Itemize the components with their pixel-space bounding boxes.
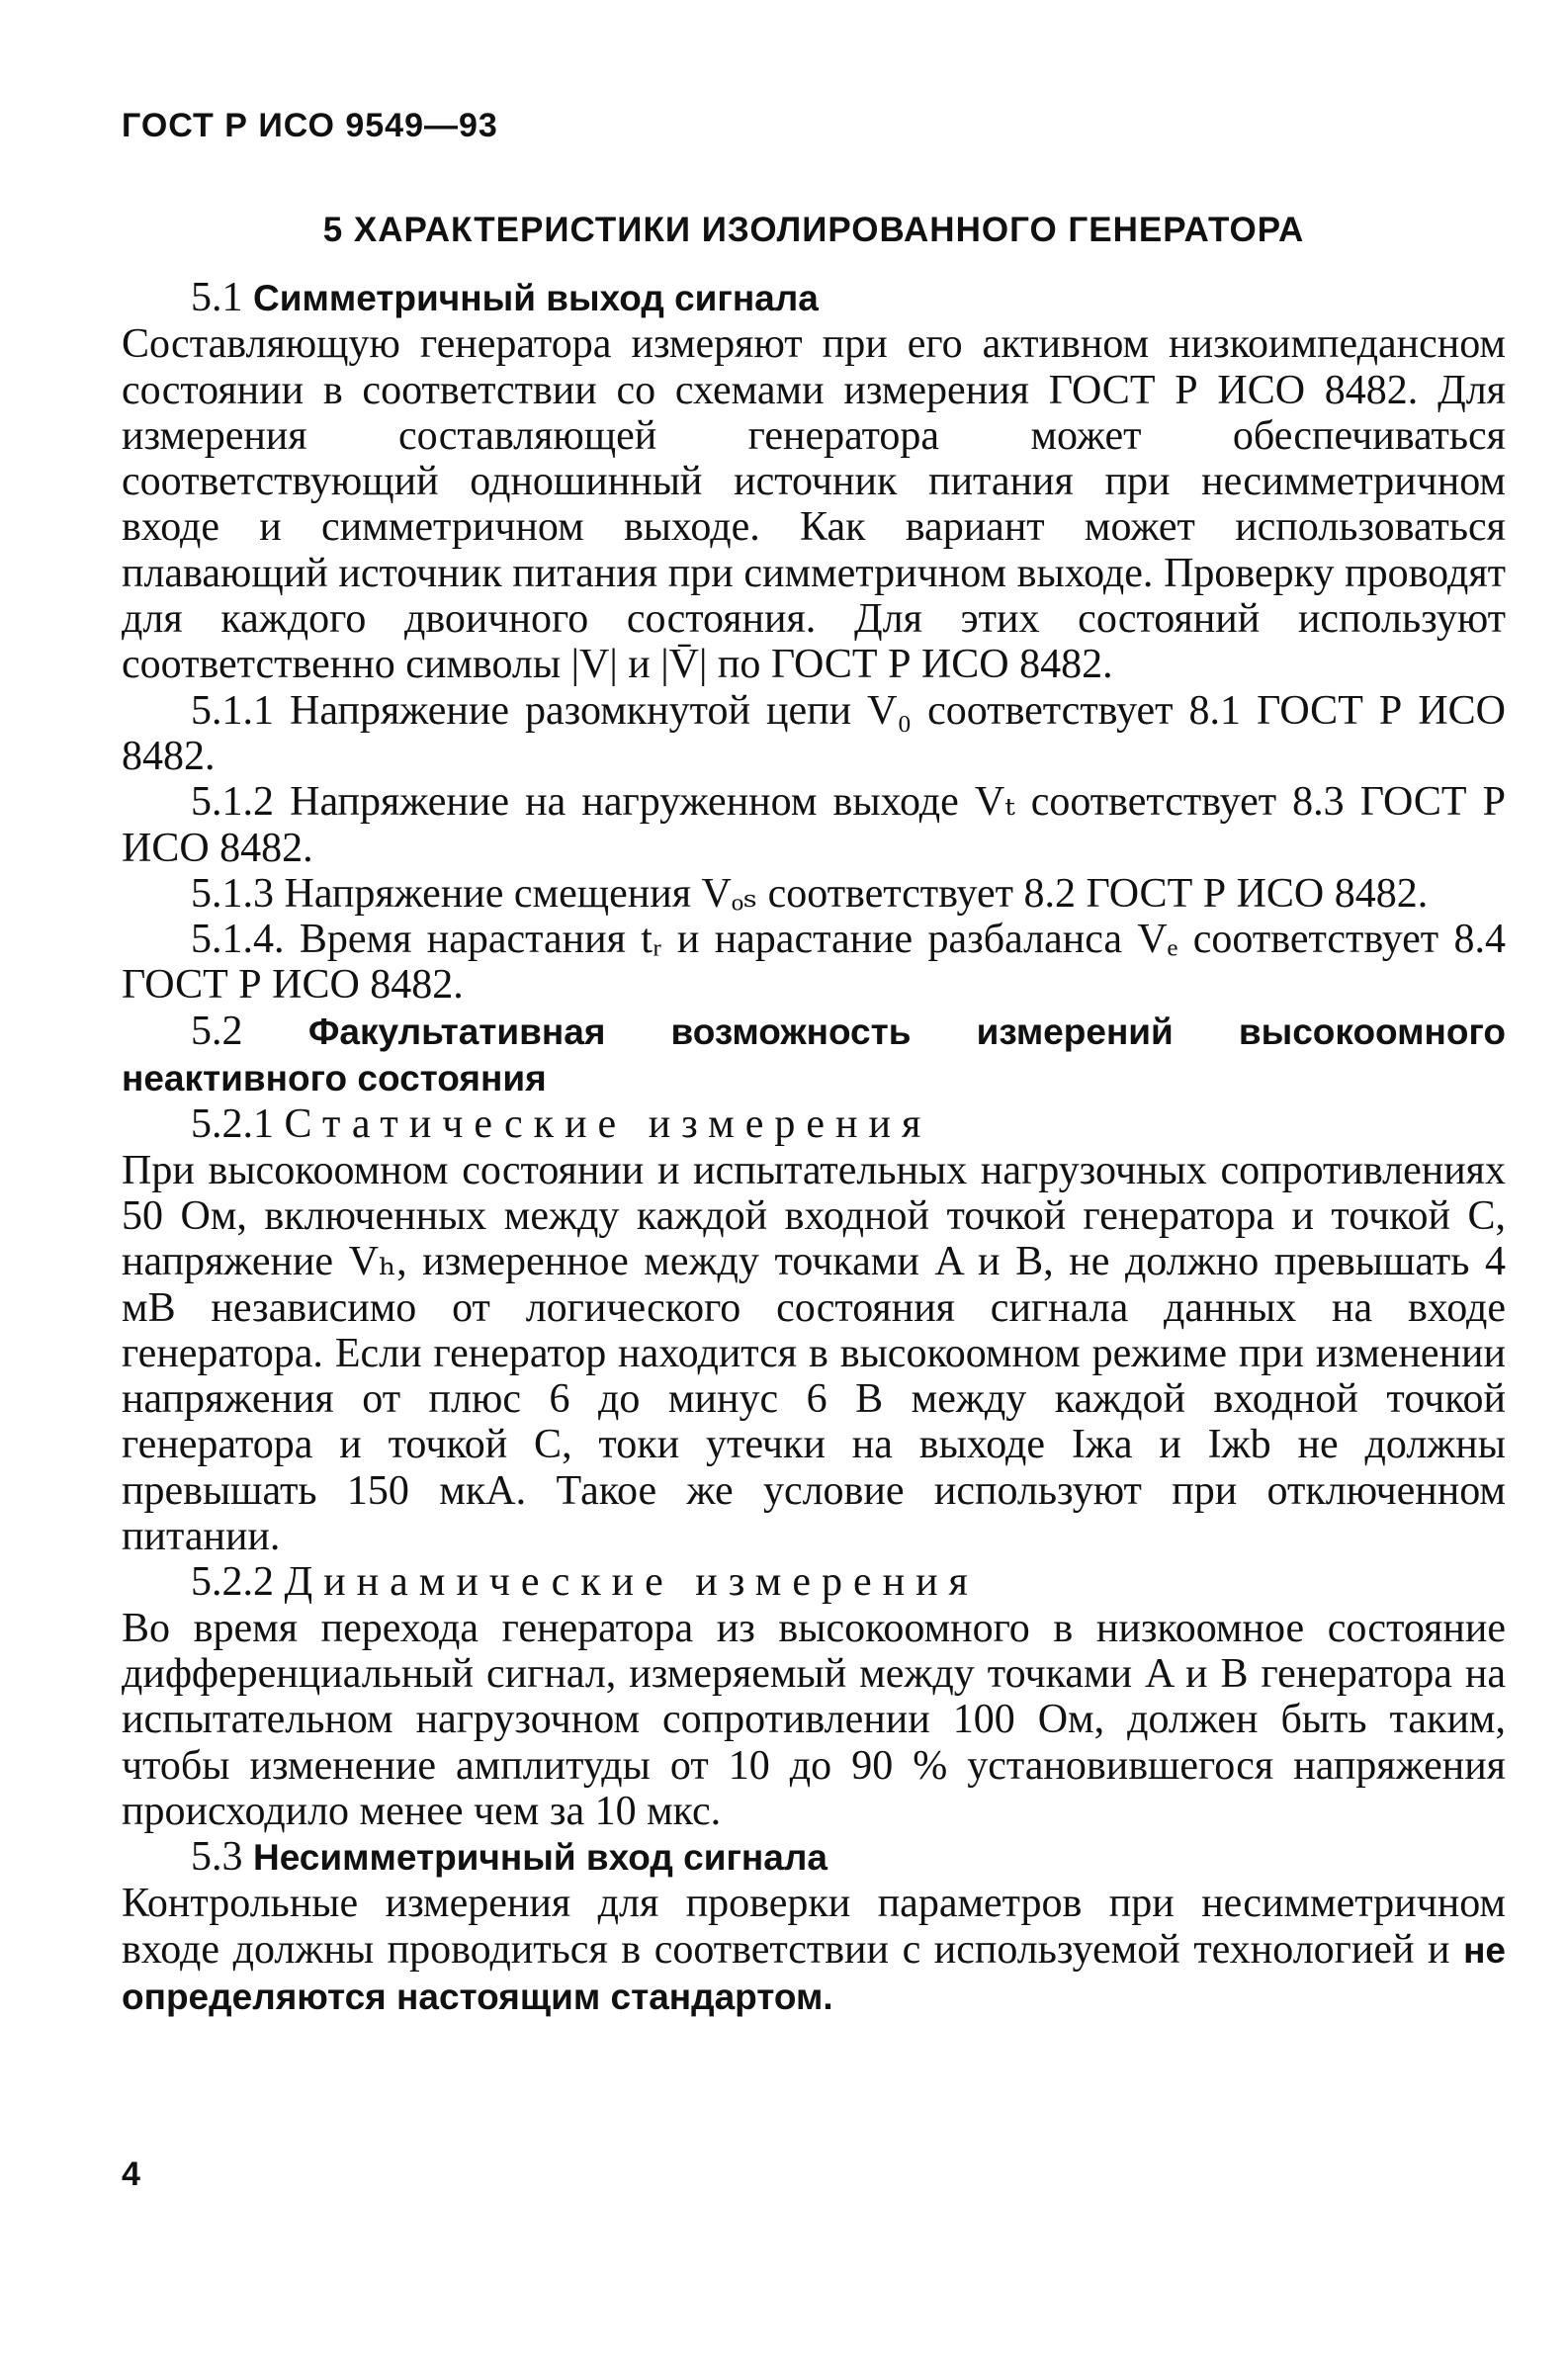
heading-5-2-1-number: 5.2.1	[191, 1101, 274, 1148]
paragraph-5-3	[122, 1881, 1506, 2020]
heading-5-2	[122, 1009, 1506, 1102]
heading-5-3-title: Несимметричный вход сигнала	[253, 1837, 828, 1879]
heading-5-2-title: Факультативная возможность измерений высокоомного неактивного состояния	[122, 1011, 1506, 1099]
heading-5-2-2-title: Динамические измерения	[284, 1559, 979, 1606]
heading-5-2-2-number: 5.2.2	[191, 1559, 274, 1606]
paragraph-5-3-bold: не определяются настоящим стандартом.	[122, 1929, 1506, 2017]
heading-5-2-1	[122, 1101, 1506, 1147]
clause-5-1-3: 5.1.3 Напряжение смещения Vₒₛ соответствует 8.2 ГОСТ Р ИСО 8482.	[191, 870, 1429, 917]
heading-5-2-number: 5.2	[191, 1008, 243, 1054]
heading-5-3	[122, 1834, 1506, 1881]
paragraph-5-1: Составляющую генератора измеряют при его активном низкоимпедансном состоянии в соответствии со схемами измерения ГОСТ Р ИСО 8482. Для измерения составляющей генератора может обеспечиваться соответствующий одношинный источник питания при несимметричном входе и симметричном выходе. Как вариант может использоваться плавающий источник питания при симметричном выходе. Проверку проводят для каждого двоичного состояния. Для этих состояний используют соответственно символы |V| и |V̄| по ГОСТ Р ИСО 8482.	[122, 321, 1506, 688]
section-title: 5 ХАРАКТЕРИСТИКИ ИЗОЛИРОВАННОГО ГЕНЕРАТОРА	[322, 211, 1305, 249]
heading-5-1	[122, 275, 1506, 321]
heading-5-1-title: Симметричный выход сигнала	[253, 278, 819, 318]
clause-5-1-4: 5.1.4. Время нарастания tᵣ и нарастание разбаланса Vₑ соответствует 8.4 ГОСТ Р ИСО 8482.	[122, 917, 1506, 1009]
document-body	[122, 208, 1506, 2020]
page-number: 4	[122, 2155, 140, 2193]
clause-5-1-1: 5.1.1 Напряжение разомкнутой цепи V₀ соответствует 8.1 ГОСТ Р ИСО 8482.	[122, 687, 1506, 779]
heading-5-2-1-title: Статические измерения	[284, 1101, 932, 1148]
heading-5-3-number: 5.3	[191, 1834, 243, 1881]
heading-5-2-2	[122, 1559, 1506, 1605]
paragraph-5-2-2: Во время перехода генератора из высокоомного в низкоомное состояние дифференциальный сигнал, измеряемый между точками A и B генератора на испытательном нагрузочном сопротивлении 100 Ом, должен быть таким, чтобы изменение амплитуды от 10 до 90 % установившегося напряжения происходило менее чем за 10 мкс.	[122, 1605, 1506, 1834]
paragraph-5-3-regular: Контрольные измерения для проверки параметров при несимметричном входе должны проводиться в соответствии с используемой технологией и	[122, 1881, 1506, 1973]
paragraph-5-2-1: При высокоомном состоянии и испытательных нагрузочных сопротивлениях 50 Ом, включенных между каждой входной точкой генератора и точкой C, напряжение Vₕ, измеренное между точками A и B, не должно превышать 4 мВ независимо от логического состояния сигнала данных на входе генератора. Если генератор находится в высокоомном режиме при изменении напряжения от плюс 6 до минус 6 В между каждой входной точкой генератора и точкой C, токи утечки на выходе Iжа и Iжb не должны превышать 150 мкА. Такое же условие используют при отключенном питании.	[122, 1147, 1506, 1560]
heading-5-1-number: 5.1	[191, 275, 243, 320]
page-header: ГОСТ Р ИСО 9549—93	[122, 107, 498, 144]
clause-5-1-2: 5.1.2 Напряжение на нагруженном выходе Vₜ соответствует 8.3 ГОСТ Р ИСО 8482.	[122, 779, 1506, 871]
